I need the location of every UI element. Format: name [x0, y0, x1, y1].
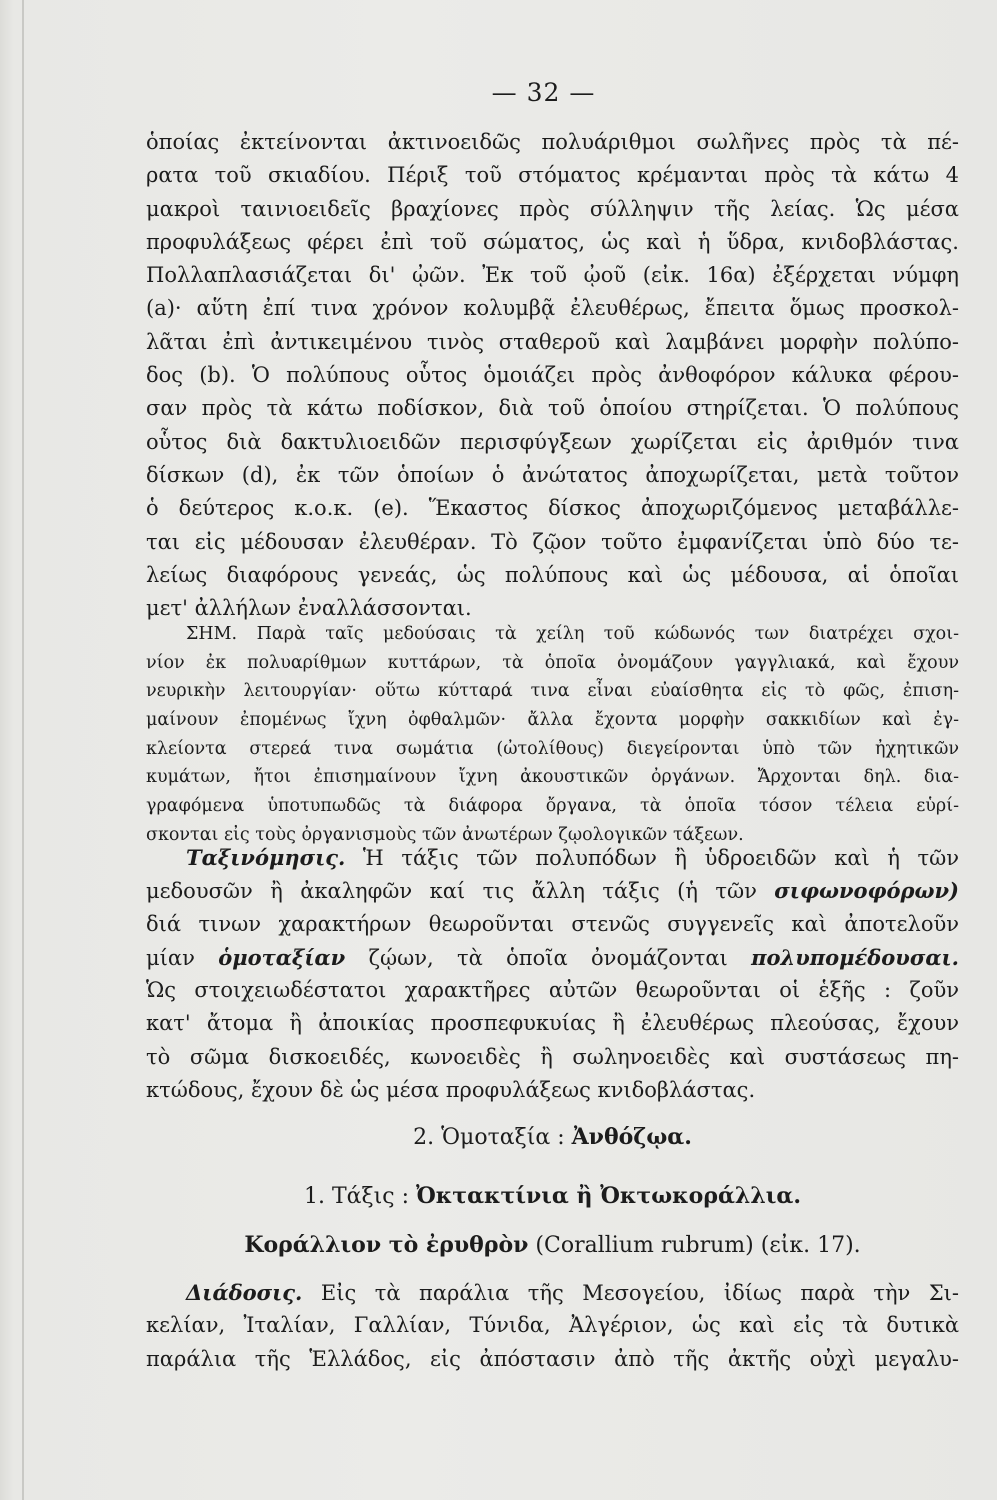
text-line — [146, 941, 959, 974]
text-span: μεδουσῶν ἢ ἀκαληφῶν καί τις ἄλλη τάξις (ἡ τῶν — [146, 879, 775, 904]
text-line — [146, 874, 959, 907]
text-line: δίσκων (d), ἐκ τῶν ὁποίων ὁ ἀνώτατος ἀποχωρίζεται, μετὰ τοῦτον — [146, 462, 959, 487]
paragraph-taxonomy — [146, 841, 959, 1107]
page-number — [0, 78, 997, 107]
note-line: κλείοντα στερεά τινα σωμάτια (ὠτολίθους) διεγείρονται ὑπὸ τῶν ἠχητικῶν — [146, 738, 959, 759]
note-line: κυμάτων, ἤτοι ἐπισημαίνουν ἴχνη ἀκουστικῶν ὀργάνων. Ἄρχονται δηλ. δια- — [146, 767, 959, 788]
term-siphonophora: σιφωνοφόρων) — [774, 878, 959, 904]
note-line: νίον ἐκ πολυαρίθμων κυττάρων, τὰ ὁποῖα ὀνομάζουν γαγγλιακά, καὶ ἔχουν — [146, 652, 959, 673]
text-line — [146, 1276, 959, 1309]
note-line: ΣΗΜ. Παρὰ ταῖς μεδούσαις τὰ χείλη τοῦ κώδωνός των διατρέχει σχοι- — [186, 624, 959, 644]
note-line: σκονται εἰς τοὺς ὀργανισμοὺς τῶν ἀνωτέρων ζῳολογικῶν τάξεων. — [146, 824, 744, 845]
text-line: κατ' ἄτομα ἢ ἀποικίας προσπεφυκυίας ἢ ἐλευθέρως πλεούσας, ἔχουν — [146, 1011, 959, 1036]
species-name: Κοράλλιον τὸ ἐρυθρὸν — [244, 1232, 529, 1258]
text-line: παράλια τῆς Ἑλλάδος, εἰς ἀπόστασιν ἀπὸ τῆς ἀκτῆς οὐχὶ μεγαλυ- — [146, 1346, 959, 1371]
text-line — [146, 841, 959, 874]
text-line: (a)· αὕτη ἐπί τινα χρόνον κολυμβᾷ ἐλευθέρως, ἔπειτα ὅμως προσκολ- — [146, 296, 959, 321]
page-number-text: — 32 — — [491, 78, 596, 107]
text-line: μακροὶ ταινιοειδεῖς βραχίονες πρὸς σύλληψιν τῆς λείας. Ὡς μέσα — [146, 196, 959, 221]
species-latin: (Corallium rubrum) (εἰκ. 17). — [528, 1233, 861, 1258]
taxonomy-term: Ταξινόμησις. — [186, 845, 346, 870]
text-span: ζῴων, τὰ ὁποῖα ὀνομάζονται — [345, 945, 752, 970]
text-line: διά τινων χαρακτήρων θεωροῦνται στενῶς συγγενεῖς καὶ ἀποτελοῦν — [146, 911, 959, 936]
text-line: δος (b). Ὁ πολύπους οὗτος ὁμοιάζει πρὸς ἀνθοφόρον κάλυκα φέρου- — [146, 363, 959, 388]
heading-prefix: 1. Τάξις : — [304, 1184, 416, 1209]
page-gutter — [22, 0, 24, 1500]
text-line: μετ' ἀλλήλων ἐναλλάσσονται. — [146, 596, 472, 621]
text-line: ρατα τοῦ σκιαδίου. Πέριξ τοῦ στόματος κρέμανται πρὸς τὰ κάτω 4 — [146, 163, 959, 188]
term-class: ὁμοταξίαν — [218, 944, 346, 970]
text-line: σαν πρὸς τὰ κάτω ποδίσκον, διὰ τοῦ ὁποίου στηρίζεται. Ὁ πολύπους — [146, 396, 959, 421]
text-line: ται εἰς μέδουσαν ἐλευθέραν. Τὸ ζῷον τοῦτο ἐμφανίζεται ὑπὸ δύο τε- — [146, 529, 959, 554]
text-line: λᾶται ἐπὶ ἀντικειμένου τινὸς σταθεροῦ καὶ λαμβάνει μορφὴν πολύπο- — [146, 329, 959, 354]
paragraph-distribution — [146, 1276, 959, 1376]
heading-class — [146, 1124, 959, 1150]
distribution-term: Διάδοσις. — [186, 1280, 303, 1305]
heading-species — [146, 1232, 959, 1258]
text-line: τὸ σῶμα δισκοειδές, κωνοειδὲς ἢ σωληνοειδὲς καὶ συστάσεως πη- — [146, 1044, 959, 1069]
term-polypomedusae: πολυπομέδουσαι. — [751, 944, 959, 970]
text-line: κτώδους, ἔχουν δὲ ὡς μέσα προφυλάξεως κνιδοβλάστας. — [146, 1078, 756, 1103]
text-line: προφυλάξεως φέρει ἐπὶ τοῦ σώματος, ὡς καὶ ἡ ὕδρα, κνιδοβλάστας. — [146, 229, 959, 254]
note-line: γραφόμενα ὑποτυπωδῶς τὰ διάφορα ὄργανα, τὰ ὁποῖα τόσον τέλεια εὑρί- — [146, 796, 959, 817]
heading-order — [146, 1183, 959, 1209]
heading-prefix: 2. Ὁμοταξία : — [413, 1125, 572, 1150]
note-paragraph — [146, 620, 959, 850]
note-line: νευρικὴν λειτουργίαν· οὕτω κύτταρά τινα εἶναι εὐαίσθητα εἰς τὸ φῶς, ἐπιση- — [146, 681, 959, 702]
text-line: οὗτος διὰ δακτυλιοειδῶν περισφύγξεων χωρίζεται εἰς ἀριθμόν τινα — [146, 429, 959, 454]
text-line: Πολλαπλασιάζεται δι' ᾠῶν. Ἐκ τοῦ ᾠοῦ (εἰκ. 16α) ἐξέρχεται νύμφη — [146, 263, 959, 288]
text-line: Ὡς στοιχειωδέστατοι χαρακτῆρες αὐτῶν θεωροῦνται οἱ ἑξῆς : ζοῦν — [146, 978, 959, 1003]
text-line: ὁ δεύτερος κ.ο.κ. (e). Ἕκαστος δίσκος ἀποχωριζόμενος μεταβάλλε- — [146, 496, 959, 521]
heading-name: Ἀνθόζῳα. — [571, 1124, 692, 1150]
paragraph-medusa-lifecycle — [146, 126, 959, 625]
heading-name: Ὀκτακτίνια ἢ Ὀκτωκοράλλια. — [416, 1183, 801, 1209]
text-line: κελίαν, Ἰταλίαν, Γαλλίαν, Τύνιδα, Ἀλγέριον, ὡς καὶ εἰς τὰ δυτικὰ — [146, 1313, 959, 1338]
note-line: μαίνουν ἐπομένως ἴχνη ὀφθαλμῶν· ἄλλα ἔχοντα μορφὴν σακκιδίων καὶ ἐγ- — [146, 710, 959, 731]
text-span: μίαν — [146, 945, 219, 970]
text-span: Εἰς τὰ παράλια τῆς Μεσογείου, ἰδίως παρὰ τὴν Σι- — [302, 1281, 959, 1305]
text-span: Ἡ τάξις τῶν πολυπόδων ἢ ὑδροειδῶν καὶ ἡ τῶν — [345, 846, 959, 870]
text-line: λείως διαφόρους γενεάς, ὡς πολύπους καὶ ὡς μέδουσα, αἱ ὁποῖαι — [146, 562, 959, 587]
text-line: ὁποίας ἐκτείνονται ἀκτινοειδῶς πολυάριθμοι σωλῆνες πρὸς τὰ πέ- — [146, 130, 959, 154]
